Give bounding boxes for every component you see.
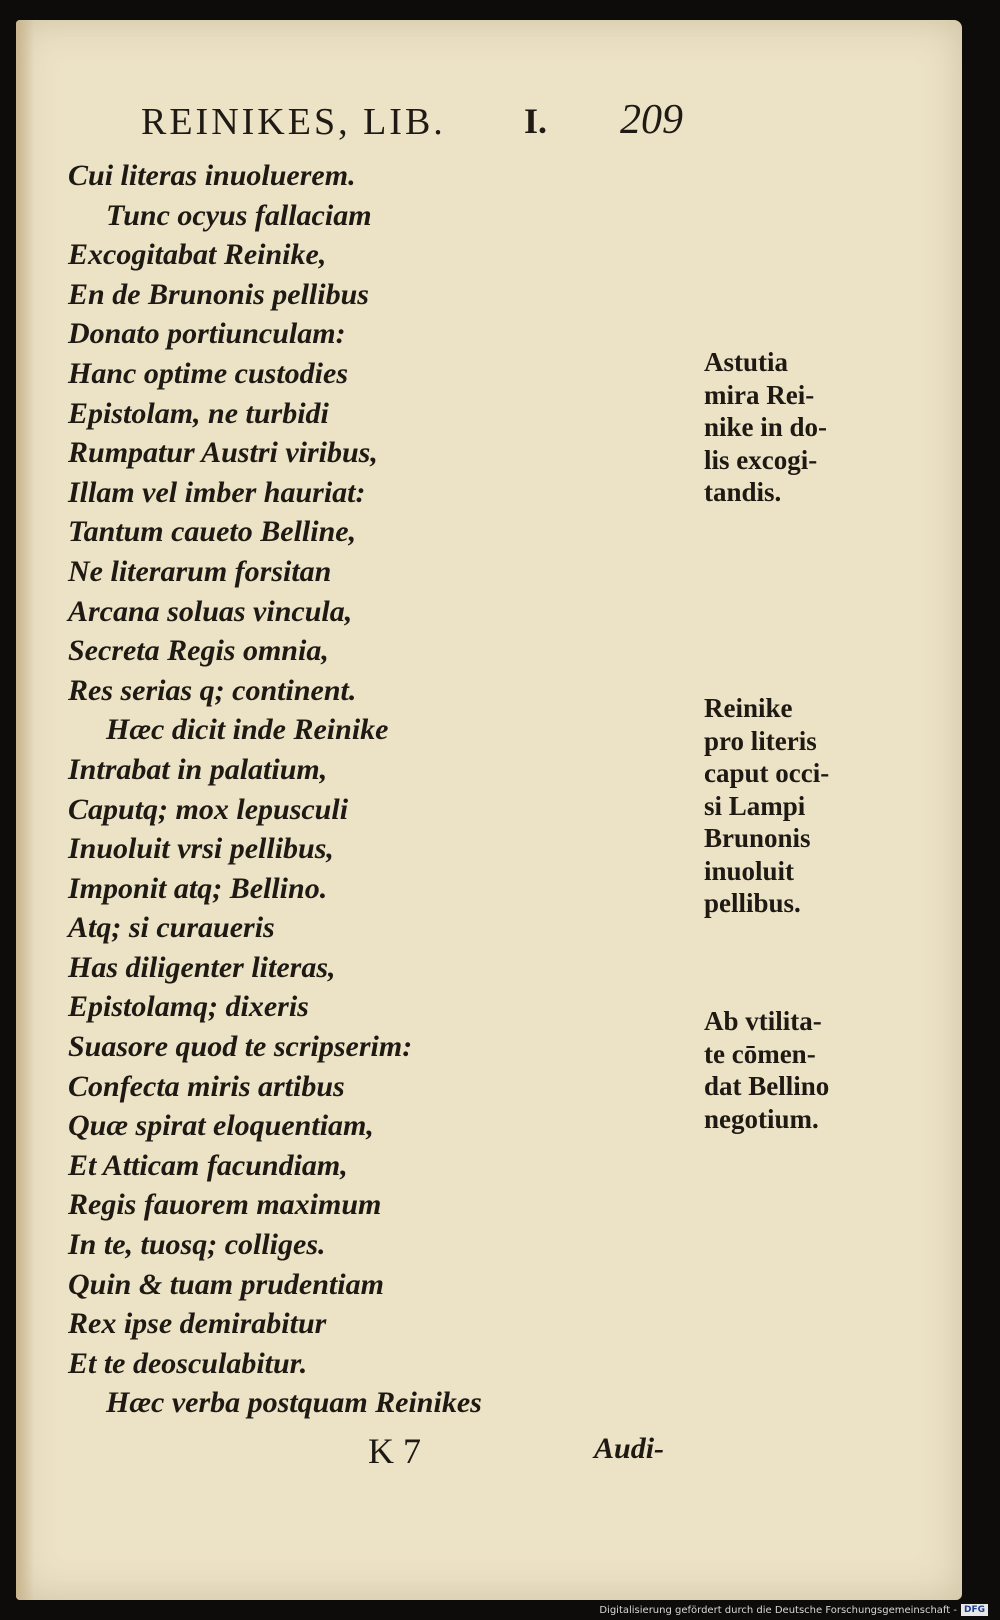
marginal-note-line: Reinike [704, 693, 793, 723]
verse-line: Cui literas inuoluerem. [68, 159, 356, 192]
verse-line: Suasore quod te scripserim: [68, 1030, 413, 1064]
verse-line: Rumpatur Austri viribus, [68, 436, 378, 470]
marginal-note-line: Brunonis [704, 823, 811, 853]
verse-line: Hæc dicit inde Reinike [106, 713, 389, 747]
marginal-note-reinike [704, 692, 874, 920]
book-page [16, 20, 962, 1600]
verse-line: Donato portiunculam: [68, 317, 346, 351]
verse-line: Caputq; mox lepusculi [68, 792, 349, 826]
verse-line: Rex ipse demirabitur [68, 1307, 327, 1341]
page-gutter-shadow [16, 20, 34, 1600]
marginal-note-line: mira Rei- [704, 379, 815, 410]
verse-line: Et te deosculabitur. [68, 1346, 308, 1380]
marginal-note-line: lis excogi- [704, 444, 818, 475]
marginal-note-line: negotium. [704, 1103, 819, 1134]
marginal-note-line: inuoluit [704, 855, 795, 886]
dfg-logo: DFG [961, 1604, 988, 1616]
catchword: Audi- [594, 1432, 665, 1465]
verse-line: Arcana soluas vincula, [68, 594, 353, 628]
marginal-note-line: Astutia [704, 347, 789, 377]
verse-line: Hæc verba postquam Reinikes [106, 1386, 482, 1420]
verse-line: Epistolam, ne turbidi [68, 396, 329, 430]
marginal-note-line: pellibus. [704, 888, 801, 918]
marginal-note-line: dat Bellino [704, 1071, 830, 1101]
verse-line: Illam vel imber hauriat: [68, 475, 366, 509]
marginal-note-line: tandis. [704, 477, 782, 507]
verse-line: Has diligenter literas, [68, 950, 336, 984]
verse-line: Tantum caueto Belline, [68, 515, 357, 549]
marginal-note-line: pro literis [704, 725, 817, 756]
marginal-note-line: Ab vtilita- [704, 1006, 822, 1036]
verse-line: In te, tuosq; colliges. [68, 1228, 326, 1262]
marginal-note-line: si Lampi [704, 790, 806, 821]
marginal-note-line: te cōmen- [704, 1038, 816, 1069]
signature-mark: K 7 [368, 1431, 421, 1471]
verse-line: Atq; si curaueris [68, 911, 275, 945]
running-head-title: REINIKES, LIB. [141, 101, 446, 143]
marginal-note-vtilitate [704, 1005, 874, 1135]
verse-line: Hanc optime custodies [68, 356, 348, 390]
verse-line: Res serias q; continent. [68, 673, 357, 707]
verse-line: Secreta Regis omnia, [68, 634, 329, 668]
page-number: 209 [620, 97, 683, 143]
page-footer [356, 1430, 696, 1480]
verse-line: Ne literarum forsitan [68, 554, 332, 588]
verse-line: Quæ spirat eloquentiam, [68, 1109, 374, 1143]
verse-line: Tunc ocyus fallaciam [106, 198, 372, 232]
marginal-note-line: caput occi- [704, 758, 830, 788]
marginal-note-line: nike in do- [704, 412, 828, 442]
verse-line: Et Atticam facundiam, [68, 1148, 348, 1182]
running-head [126, 94, 706, 150]
verse-line: Quin & tuam prudentiam [68, 1267, 384, 1301]
verse-line: Inuoluit vrsi pellibus, [68, 832, 334, 866]
marginal-note-astutia [704, 346, 874, 509]
verse-line: Intrabat in palatium, [68, 752, 328, 786]
credit-text: Digitalisierung gefördert durch die Deutsche Forschungsgemeinschaft - [599, 1604, 957, 1616]
verse-line: Imponit atq; Bellino. [68, 871, 328, 905]
verse-line: Confecta miris artibus [68, 1069, 345, 1103]
verse-line: Excogitabat Reinike, [68, 238, 327, 272]
verse-line: En de Brunonis pellibus [68, 277, 369, 311]
verse-text-block [68, 156, 688, 1423]
verse-line: Regis fauorem maximum [68, 1188, 382, 1222]
digitization-credit [599, 1602, 988, 1618]
running-head-book-number: I. [524, 101, 548, 141]
verse-line: Epistolamq; dixeris [68, 990, 309, 1024]
